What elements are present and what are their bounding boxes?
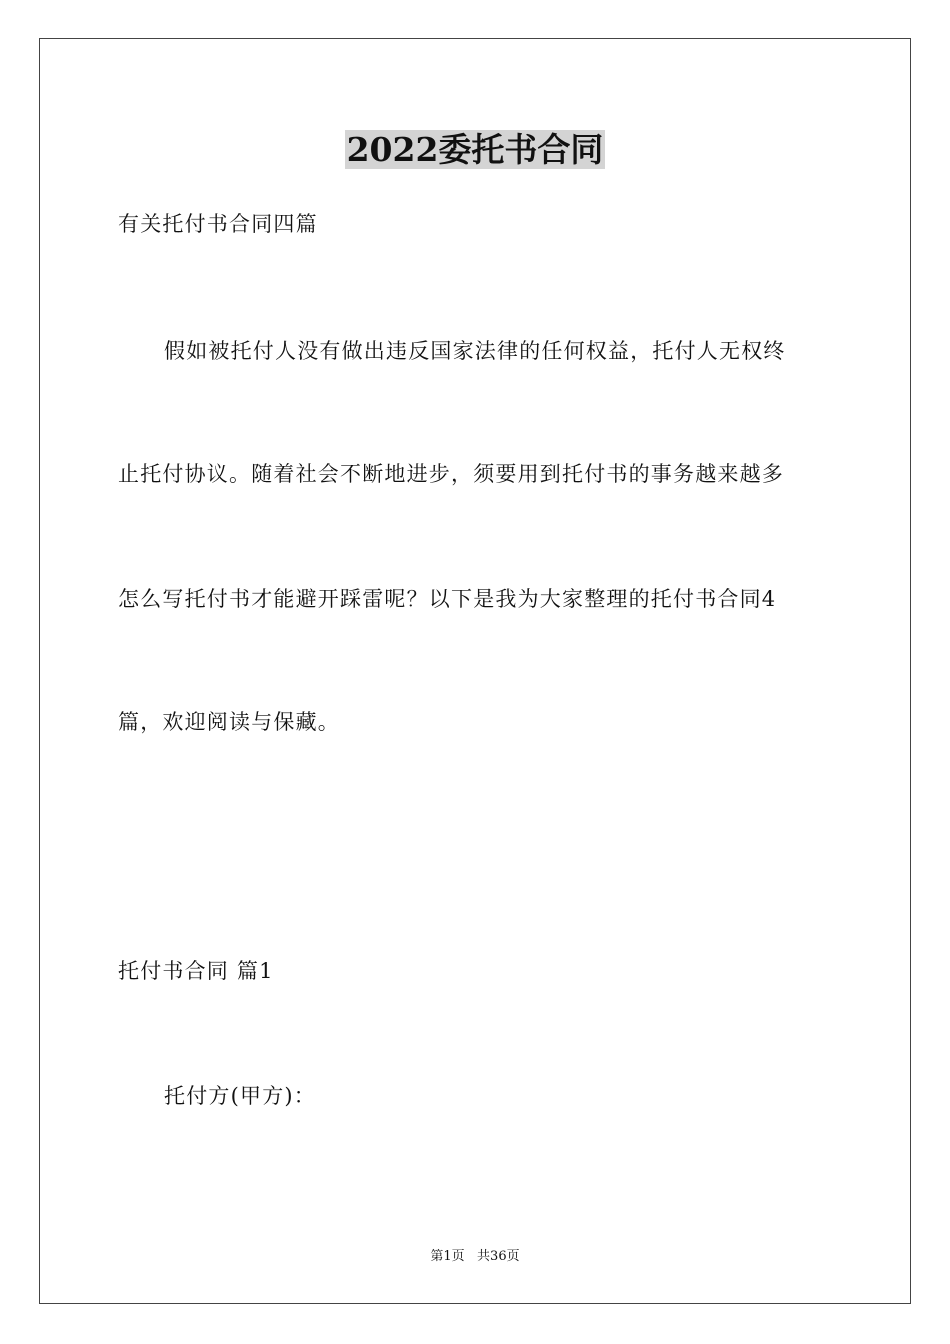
document-subtitle: 有关托付书合同四篇 xyxy=(118,212,318,236)
intro-line-4: 篇，欢迎阅读与保藏。 xyxy=(118,710,340,734)
intro-line-1: 假如被托付人没有做出违反国家法律的任何权益，托付人无权终 xyxy=(164,339,786,363)
section-heading: 托付书合同 篇1 xyxy=(118,959,274,983)
document-title xyxy=(0,128,950,172)
document-title-text: 2022委托书合同 xyxy=(346,130,604,169)
intro-line-3: 怎么写托付书才能避开踩雷呢？以下是我为大家整理的托付书合同4 xyxy=(118,587,777,611)
party-a-label: 托付方(甲方)： xyxy=(164,1084,316,1108)
page-number-footer: 第1页 共36页 xyxy=(430,1249,520,1264)
intro-line-2: 止托付协议。随着社会不断地进步，须要用到托付书的事务越来越多 xyxy=(118,462,784,486)
